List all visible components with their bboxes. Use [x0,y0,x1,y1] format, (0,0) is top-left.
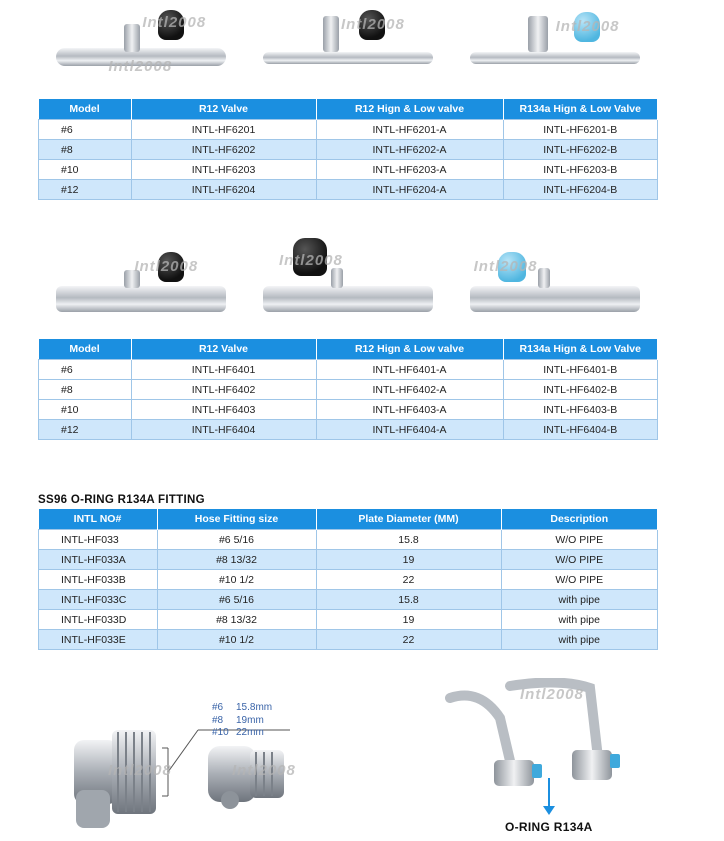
fitting-right [572,750,612,780]
dimension-item: #10 22mm [212,727,264,738]
pipe-body [56,286,226,312]
product-photo-row-2 [38,252,658,322]
cell-r12-high-low: INTL-HF6401-A [316,360,503,380]
table-row [39,570,658,590]
col-header-plate-diameter: Plate Diameter (MM) [316,509,501,530]
table-row [39,120,658,140]
fittings-table-2 [38,339,658,440]
cell-r12-valve: INTL-HF6203 [131,160,316,180]
cell-description: with pipe [501,590,658,610]
valve-stem [331,268,343,288]
table-row [39,550,658,570]
cell-r12-valve: INTL-HF6201 [131,120,316,140]
col-header-r12-valve: R12 Valve [131,99,316,120]
table-row [39,160,658,180]
watermark: Intl2008 [232,762,296,779]
cell-r12-high-low: INTL-HF6402-A [316,380,503,400]
cell-model: #10 [39,160,132,180]
cell-plate-diameter: 15.8 [316,530,501,550]
watermark: Intl2008 [134,258,199,275]
watermark: Intl2008 [108,58,173,75]
pipe-body [263,286,433,312]
cell-r134a-high-low: INTL-HF6403-B [503,400,658,420]
cell-r12-high-low: INTL-HF6201-A [316,120,503,140]
cell-hose-size: #10 1/2 [157,570,316,590]
col-header-r12-high-low: R12 Hign & Low valve [316,99,503,120]
watermark: Intl2008 [340,16,405,33]
cell-model: #6 [39,360,132,380]
cell-model: #12 [39,420,132,440]
cell-description: W/O PIPE [501,570,658,590]
cell-intl-no: INTL-HF033E [39,630,158,650]
cell-r134a-high-low: INTL-HF6201-B [503,120,658,140]
table-header-row [39,509,658,530]
cell-plate-diameter: 22 [316,630,501,650]
watermark: Intl2008 [520,686,584,703]
cell-description: with pipe [501,630,658,650]
cell-intl-no: INTL-HF033C [39,590,158,610]
watermark: Intl2008 [555,18,620,35]
cell-hose-size: #8 13/32 [157,550,316,570]
cell-r12-high-low: INTL-HF6403-A [316,400,503,420]
cell-model: #12 [39,180,132,200]
table-row [39,610,658,630]
r134a-high-low-crimp-fitting-image [460,252,650,322]
cell-r134a-high-low: INTL-HF6204-B [503,180,658,200]
valve-stem [323,16,339,52]
cell-model: #10 [39,400,132,420]
cell-r12-valve: INTL-HF6401 [131,360,316,380]
cell-r12-valve: INTL-HF6404 [131,420,316,440]
cell-model: #8 [39,140,132,160]
col-header-r12-valve: R12 Valve [131,339,316,360]
cell-r12-high-low: INTL-HF6404-A [316,420,503,440]
cell-intl-no: INTL-HF033A [39,550,158,570]
blue-oring-icon [610,754,620,768]
fittings-table-1 [38,99,658,200]
col-header-r134a-high-low: R134a Hign & Low Valve [503,99,658,120]
dimension-item: #8 19mm [212,714,264,726]
col-header-r12-high-low: R12 Hign & Low valve [316,339,503,360]
cell-r12-high-low: INTL-HF6203-A [316,160,503,180]
cell-description: with pipe [501,610,658,630]
dimension-callout [212,702,272,740]
r12-high-low-crimp-fitting-image [253,252,443,322]
dimension-item: #6 15.8mm [212,702,273,713]
cell-intl-no: INTL-HF033B [39,570,158,590]
watermark: Intl2008 [142,14,207,31]
cell-intl-no: INTL-HF033D [39,610,158,630]
oring-fitting-table [38,509,658,650]
table-row [39,420,658,440]
r12-high-low-valve-fitting-image [253,10,443,80]
cell-hose-size: #10 1/2 [157,630,316,650]
col-header-intl-no: INTL NO# [39,509,158,530]
table-row [39,380,658,400]
cell-r12-high-low: INTL-HF6202-A [316,140,503,160]
cell-r12-valve: INTL-HF6204 [131,180,316,200]
table-row [39,180,658,200]
watermark: Intl2008 [278,252,343,269]
watermark: Intl2008 [473,258,538,275]
pipe-body [470,286,640,312]
cell-r12-high-low: INTL-HF6204-A [316,180,503,200]
table-row [39,400,658,420]
cell-r134a-high-low: INTL-HF6401-B [503,360,658,380]
table-row [39,360,658,380]
cell-plate-diameter: 15.8 [316,590,501,610]
cell-model: #8 [39,380,132,400]
cell-r134a-high-low: INTL-HF6402-B [503,380,658,400]
pipe-body [470,52,640,64]
cell-r12-valve: INTL-HF6403 [131,400,316,420]
product-photo-row-1 [38,10,658,80]
pipe-body [263,52,433,64]
cell-plate-diameter: 22 [316,570,501,590]
cell-plate-diameter: 19 [316,610,501,630]
col-header-r134a-high-low: R134a Hign & Low Valve [503,339,658,360]
fitting-left [494,760,534,786]
blue-oring-icon [532,764,542,778]
cell-hose-size: #6 5/16 [157,590,316,610]
cell-hose-size: #6 5/16 [157,530,316,550]
r12-valve-crimp-fitting-image [46,252,236,322]
valve-stem [528,16,548,52]
cell-model: #6 [39,120,132,140]
col-header-hose-fitting-size: Hose Fitting size [157,509,316,530]
table-header-row [39,99,658,120]
cell-r12-valve: INTL-HF6402 [131,380,316,400]
cell-r134a-high-low: INTL-HF6404-B [503,420,658,440]
large-fitting [74,730,156,828]
table-row [39,140,658,160]
table-row [39,530,658,550]
cell-intl-no: INTL-HF033 [39,530,158,550]
cell-description: W/O PIPE [501,530,658,550]
table-row [39,590,658,610]
table-row [39,630,658,650]
valve-stem [124,24,140,52]
col-header-model: Model [39,339,132,360]
section-title: SS96 O-RING R134A FITTING [38,494,205,506]
r134a-high-low-valve-fitting-image [460,10,650,80]
table-header-row [39,339,658,360]
r12-valve-fitting-image [46,10,236,80]
oring-r134a-label: O-RING R134A [505,820,593,834]
col-header-description: Description [501,509,658,530]
cell-r134a-high-low: INTL-HF6202-B [503,140,658,160]
valve-stem [538,268,550,288]
col-header-model: Model [39,99,132,120]
watermark: Intl2008 [108,762,172,779]
cell-plate-diameter: 19 [316,550,501,570]
arrow-head-icon [543,806,555,815]
cell-description: W/O PIPE [501,550,658,570]
cell-r134a-high-low: INTL-HF6203-B [503,160,658,180]
cell-hose-size: #8 13/32 [157,610,316,630]
cell-r12-valve: INTL-HF6202 [131,140,316,160]
